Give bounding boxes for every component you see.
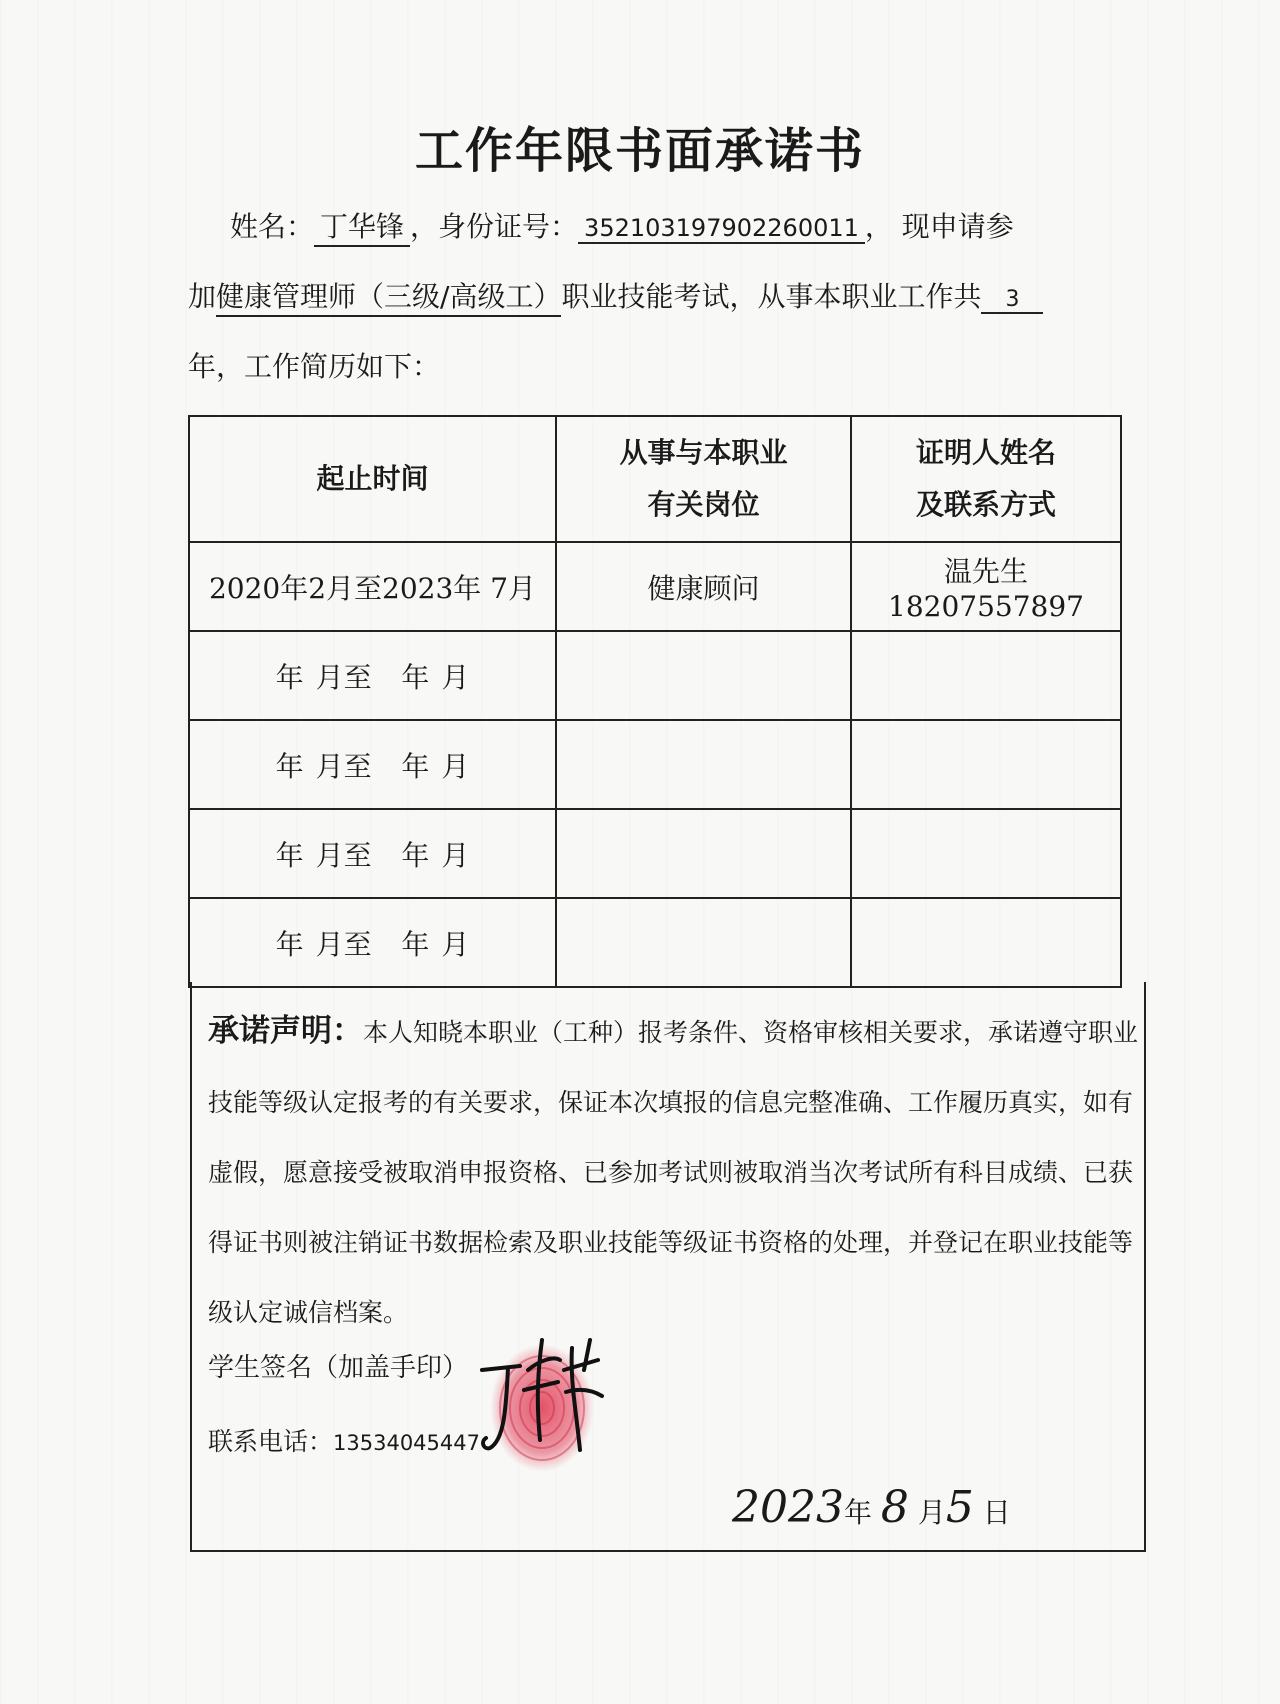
- row1-position: 健康顾问: [556, 542, 851, 631]
- document-title: 工作年限书面承诺书: [414, 123, 865, 179]
- intro-line-3: 年，工作简历如下：: [188, 350, 441, 383]
- header-position-line2: 有关岗位: [647, 488, 760, 521]
- year-text: 年: [275, 927, 304, 961]
- header-witness-line1: 证明人姓名: [915, 436, 1056, 469]
- year2-text: 年: [401, 749, 430, 783]
- signing-date: [732, 1482, 1011, 1533]
- declaration-text: [208, 996, 1138, 1348]
- month-text: 月: [441, 838, 470, 872]
- phone-line: [208, 1422, 480, 1458]
- date-year-unit: 年: [843, 1496, 872, 1529]
- phone-value: 13534045447: [333, 1431, 480, 1455]
- month-text: 月: [441, 927, 470, 961]
- header-time: 起止时间: [189, 416, 556, 542]
- row5-position: [556, 898, 851, 987]
- header-position: [556, 416, 851, 542]
- year-text: 年: [275, 749, 304, 783]
- intro-line-2: [188, 275, 1043, 317]
- apply-text: ， 现申请参: [864, 210, 1014, 243]
- row1-time: 2020年2月至2023年 7月: [189, 542, 556, 631]
- header-witness-line2: 及联系方式: [915, 488, 1056, 521]
- month-to-text: 月至: [315, 660, 372, 694]
- row3-time: [189, 720, 556, 809]
- table-row: [189, 898, 1121, 987]
- intro-line-1: [230, 205, 1014, 247]
- row4-contact: [851, 809, 1121, 898]
- row2-position: [556, 631, 851, 720]
- name-value: 丁华锋: [314, 205, 410, 247]
- year-text: 年: [275, 660, 304, 694]
- row4-position: [556, 809, 851, 898]
- year2-text: 年: [401, 660, 430, 694]
- table-header-row: [189, 416, 1121, 542]
- id-label: ，身份证号：: [410, 210, 579, 243]
- month-to-text: 月至: [315, 927, 372, 961]
- declaration-heading: 承诺声明：: [208, 1013, 363, 1049]
- name-label: 姓名：: [230, 210, 315, 243]
- row3-position: [556, 720, 851, 809]
- declaration-body: 本人知晓本职业（工种）报考条件、资格审核相关要求，承诺遵守职业技能等级认定报考的有关要求，保证本次填报的信息完整准确、工作履历真实，如有虚假，愿意接受被取消申报资格、已参加考试则被取消当次考试所有科目成绩、已获得证书则被注销证书数据检索及职业技能等级证书资格的处理，并登记在职业技能等级认定诚信档案。: [208, 1018, 1139, 1327]
- table-row: [189, 542, 1121, 631]
- month-text: 月: [441, 749, 470, 783]
- date-month-unit: 月: [917, 1496, 946, 1529]
- row2-time: [189, 631, 556, 720]
- years-value: 3: [981, 287, 1043, 314]
- row5-time: [189, 898, 556, 987]
- table-row: [189, 720, 1121, 809]
- id-value: 352103197902260011: [578, 214, 865, 244]
- month-text: 月: [441, 660, 470, 694]
- exam-value: 健康管理师（三级/高级工）: [216, 275, 561, 317]
- year-text: 年: [275, 838, 304, 872]
- row1-contact: 温先生18207557897: [851, 542, 1121, 631]
- table-row: [189, 631, 1121, 720]
- line2-text: 职业技能考试，从事本职业工作共: [561, 280, 982, 313]
- year2-text: 年: [401, 927, 430, 961]
- declaration-box: [190, 982, 1146, 1552]
- date-month: 8: [880, 1482, 909, 1533]
- date-day: 5: [945, 1482, 974, 1533]
- signature-label: 学生签名（加盖手印）: [208, 1353, 469, 1383]
- thumbprint-signature-icon: [480, 1330, 620, 1480]
- header-position-line1: 从事与本职业: [619, 436, 788, 469]
- year2-text: 年: [401, 838, 430, 872]
- month-to-text: 月至: [315, 749, 372, 783]
- header-witness: [851, 416, 1121, 542]
- date-day-unit: 日: [982, 1496, 1011, 1529]
- phone-label: 联系电话：: [208, 1427, 334, 1456]
- line2-prefix: 加: [188, 280, 217, 313]
- work-history-table: [188, 415, 1122, 988]
- row4-time: [189, 809, 556, 898]
- row5-contact: [851, 898, 1121, 987]
- date-year: 2023: [732, 1482, 844, 1533]
- table-row: [189, 809, 1121, 898]
- row2-contact: [851, 631, 1121, 720]
- row3-contact: [851, 720, 1121, 809]
- month-to-text: 月至: [315, 838, 372, 872]
